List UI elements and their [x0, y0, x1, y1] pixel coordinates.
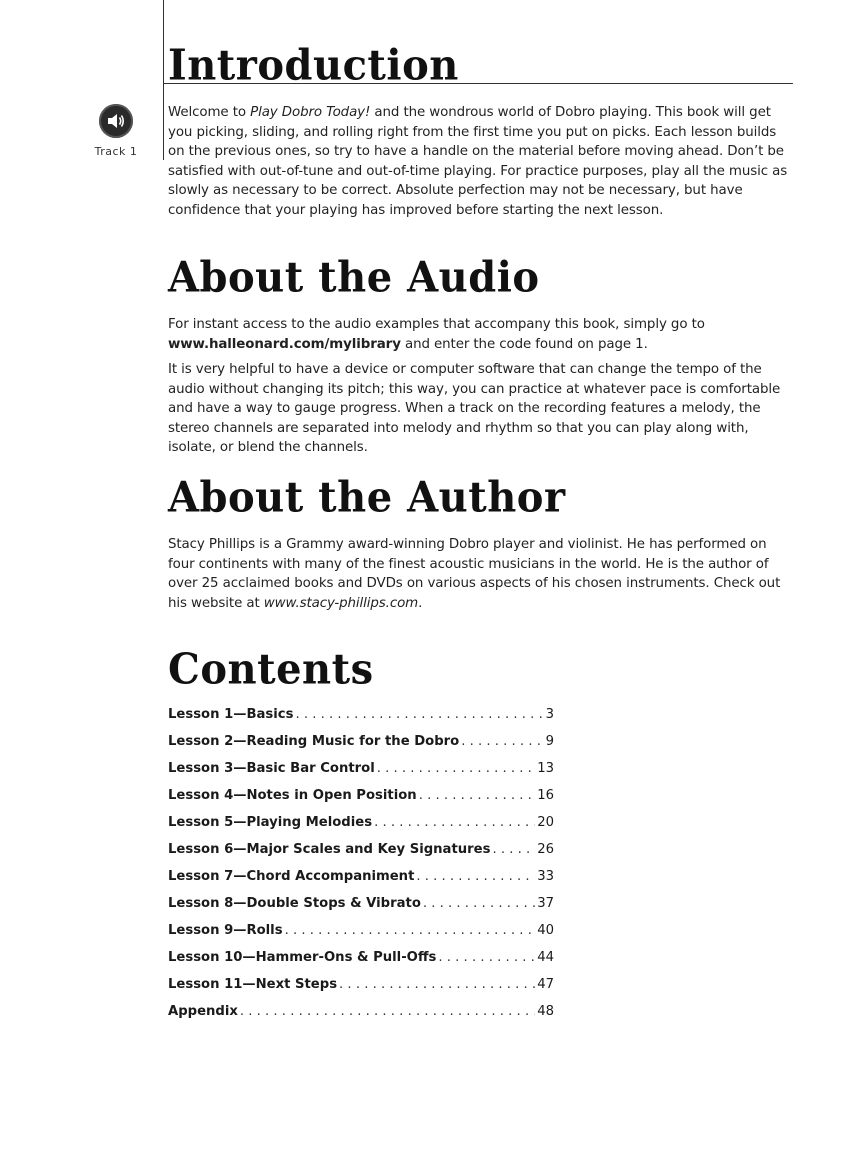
audio-track-marker[interactable]	[91, 104, 141, 158]
toc-leader-dots	[285, 923, 536, 938]
vertical-rule	[163, 0, 164, 160]
toc-leader-dots	[419, 788, 536, 803]
toc-entry[interactable]	[168, 842, 554, 869]
toc-entry[interactable]	[168, 788, 554, 815]
toc-entry-title: Lesson 7—Chord Accompaniment	[168, 869, 415, 884]
about-author-heading: About the Author	[168, 472, 566, 523]
toc-entry-page: 33	[537, 869, 554, 884]
toc-entry[interactable]	[168, 734, 554, 761]
about-audio-heading: About the Audio	[168, 252, 540, 303]
toc-entry-title: Lesson 10—Hammer-Ons & Pull-Offs	[168, 950, 437, 965]
toc-entry-page: 13	[537, 761, 554, 776]
toc-entry[interactable]	[168, 815, 554, 842]
book-title: Play Dobro Today!	[250, 105, 371, 120]
toc-entry[interactable]	[168, 761, 554, 788]
toc-entry-title: Lesson 5—Playing Melodies	[168, 815, 373, 830]
toc-entry-page: 16	[537, 788, 554, 803]
toc-entry-page: 26	[537, 842, 554, 857]
toc-entry-title: Lesson 3—Basic Bar Control	[168, 761, 375, 776]
toc-leader-dots	[438, 950, 535, 965]
toc-entry-page: 48	[537, 1004, 554, 1019]
library-link[interactable]: www.halleonard.com/mylibrary	[168, 336, 401, 352]
audio-paragraph-2: It is very helpful to have a device or computer software that can change the tempo of the audio without changing its pitch; this way, you can practice at whatever pace is comfortable and have a way to gauge progress. When a track on the recording features a melody, the stereo channels are separated into melody and rhythm so that you can play along with, isolate, or blend the channels.	[168, 362, 781, 456]
toc-entry-page: 44	[537, 950, 554, 965]
toc-entry[interactable]	[168, 896, 554, 923]
table-of-contents	[168, 707, 554, 1031]
toc-entry[interactable]	[168, 1004, 554, 1031]
track-label: Track 1	[94, 145, 138, 158]
toc-entry-title: Lesson 1—Basics	[168, 707, 294, 722]
toc-entry-page: 47	[537, 977, 554, 992]
toc-entry-page: 40	[537, 923, 554, 938]
speaker-icon[interactable]	[99, 104, 133, 138]
author-website-link[interactable]: www.stacy-phillips.com	[263, 595, 419, 611]
toc-leader-dots	[339, 977, 535, 992]
contents-heading: Contents	[168, 644, 374, 695]
toc-leader-dots	[461, 734, 543, 749]
toc-entry-title: Lesson 11—Next Steps	[168, 977, 338, 992]
toc-leader-dots	[295, 707, 543, 722]
author-text: Stacy Phillips is a Grammy award-winning Dobro player and violinist. He has performed on four continents with many of the finest acoustic musicians in the world. He is the author of over 25 acclaimed books and DVDs on various aspects of his chosen instruments. Check out his website at	[168, 537, 781, 611]
toc-entry[interactable]	[168, 923, 554, 950]
toc-leader-dots	[374, 815, 535, 830]
toc-entry-title: Lesson 4—Notes in Open Position	[168, 788, 417, 803]
toc-entry[interactable]	[168, 707, 554, 734]
introduction-heading: Introduction	[168, 40, 459, 91]
audio-paragraph-1	[168, 315, 790, 354]
toc-entry-page: 20	[537, 815, 554, 830]
introduction-paragraph	[168, 103, 790, 221]
toc-entry-title: Appendix	[168, 1004, 238, 1019]
toc-leader-dots	[240, 1004, 535, 1019]
toc-entry-title: Lesson 2—Reading Music for the Dobro	[168, 734, 460, 749]
toc-leader-dots	[492, 842, 535, 857]
toc-entry[interactable]	[168, 977, 554, 1004]
intro-text-start: Welcome to	[168, 105, 251, 120]
audio-text-end: and enter the code found on page 1.	[400, 336, 648, 352]
intro-text-rest: and the wondrous world of Dobro playing. This book will get you picking, sliding, and rolling right from the first time you put on picks. Each lesson builds on the previous ones, so try to have a handle on the material before moving ahead. Don’t be satisfied with out-of-tune and out-of-time playing. For practice purposes, play all the music as slowly as necessary to be correct. Absolute perfection may not be necessary, but have confidence that your playing has improved before starting the next lesson.	[168, 105, 788, 218]
toc-entry-title: Lesson 9—Rolls	[168, 923, 283, 938]
toc-entry[interactable]	[168, 950, 554, 977]
toc-leader-dots	[423, 896, 535, 911]
audio-text-start: For instant access to the audio examples that accompany this book, simply go to	[168, 317, 705, 332]
toc-entry-page: 3	[545, 707, 554, 722]
author-paragraph	[168, 535, 790, 613]
toc-entry[interactable]	[168, 869, 554, 896]
toc-leader-dots	[416, 869, 535, 884]
toc-entry-page: 9	[545, 734, 554, 749]
toc-entry-page: 37	[537, 896, 554, 911]
toc-entry-title: Lesson 6—Major Scales and Key Signatures	[168, 842, 491, 857]
toc-leader-dots	[377, 761, 535, 776]
toc-entry-title: Lesson 8—Double Stops & Vibrato	[168, 896, 421, 911]
author-text-end: .	[418, 595, 423, 611]
